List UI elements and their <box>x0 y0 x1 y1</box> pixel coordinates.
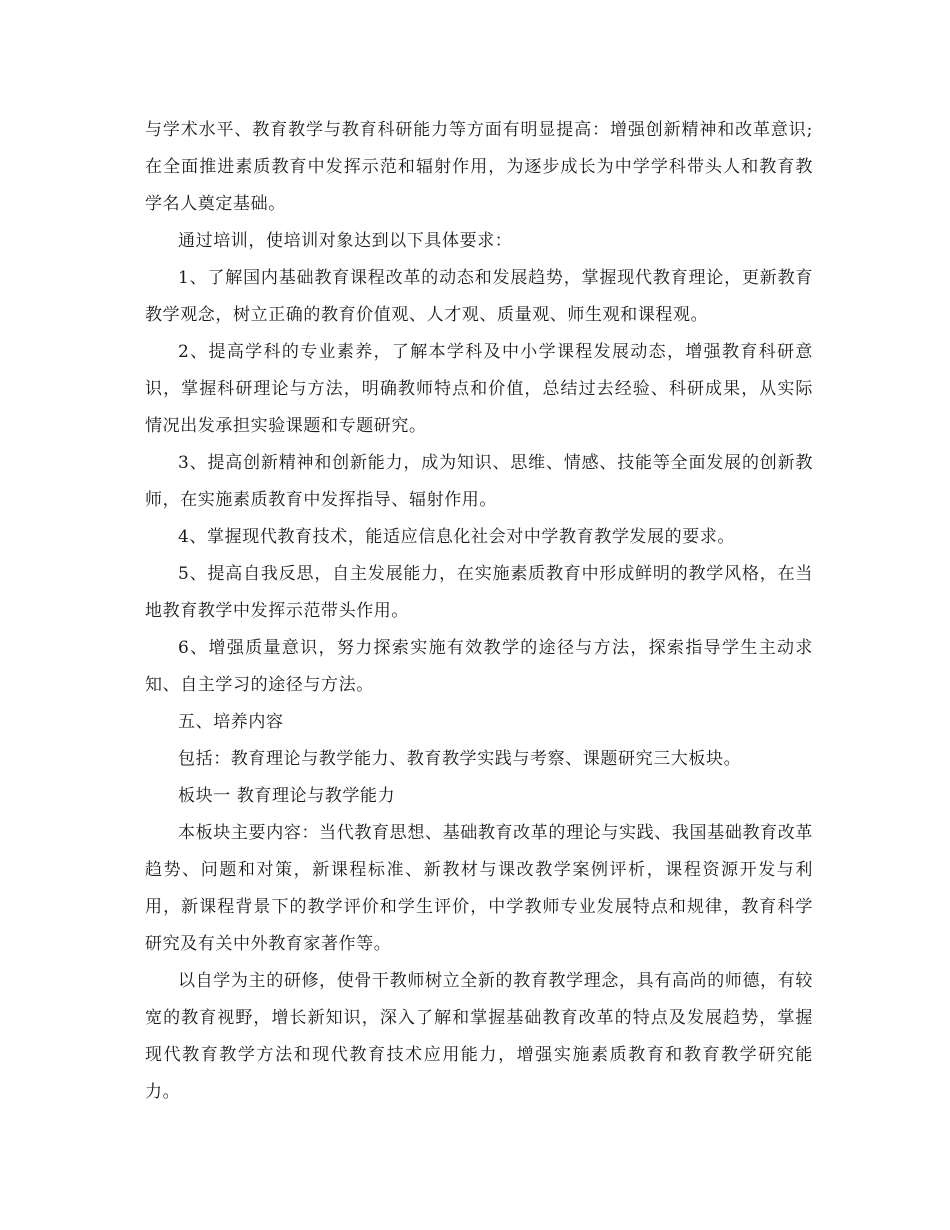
paragraph-requirement-1: 1、了解国内基础教育课程改革的动态和发展趋势，掌握现代教育理论，更新教育教学观念，树立正确的教育价值观、人才观、质量观、师生观和课程观。 <box>145 268 813 325</box>
paragraph-requirement-2: 2、提高学科的专业素养，了解本学科及中小学课程发展动态，增强教育科研意识，掌握科研理论与方法，明确教师特点和价值，总结过去经验、科研成果，从实际情况出发承担实验课题和专题研究。 <box>145 342 813 436</box>
paragraph-requirement-6: 6、增强质量意识，努力探索实施有效教学的途径与方法，探索指导学生主动求知、自主学习的途径与方法。 <box>145 638 813 695</box>
document-body <box>145 112 813 1111</box>
module-heading-1: 板块一 教育理论与教学能力 <box>178 786 396 806</box>
paragraph-requirement-3: 3、提高创新精神和创新能力，成为知识、思维、情感、技能等全面发展的创新教师，在实施素质教育中发挥指导、辐射作用。 <box>145 453 813 510</box>
paragraph-requirements-intro: 通过培训，使培训对象达到以下具体要求： <box>178 231 513 251</box>
paragraph-requirement-4: 4、掌握现代教育技术，能适应信息化社会对中学教育教学发展的要求。 <box>178 527 736 547</box>
paragraph-content-overview: 包括：教育理论与教学能力、教育教学实践与考察、课题研究三大板块。 <box>178 749 742 769</box>
paragraph-module-1-content: 本板块主要内容：当代教育思想、基础教育改革的理论与实践、我国基础教育改革趋势、问题和对策，新课程标准、新教材与课改教学案例评析，课程资源开发与利用，新课程背景下的教学评价和学生评价，中学教师专业发展特点和规律，教育科学研究及有关中外教育家著作等。 <box>145 823 813 954</box>
paragraph-continuation: 与学术水平、教育教学与教育科研能力等方面有明显提高：增强创新精神和改革意识;在全面推进素质教育中发挥示范和辐射作用，为逐步成长为中学学科带头人和教育教学名人奠定基础。 <box>145 120 813 214</box>
paragraph-self-study: 以自学为主的研修，使骨干教师树立全新的教育教学理念，具有高尚的师德，有较宽的教育视野，增长新知识，深入了解和掌握基础教育改革的特点及发展趋势，掌握现代教育教学方法和现代教育技术应用能力，增强实施素质教育和教育教学研究能力。 <box>145 971 813 1102</box>
section-heading-5: 五、培养内容 <box>178 712 284 732</box>
paragraph-requirement-5: 5、提高自我反思，自主发展能力，在实施素质教育中形成鲜明的教学风格，在当地教育教学中发挥示范带头作用。 <box>145 564 813 621</box>
